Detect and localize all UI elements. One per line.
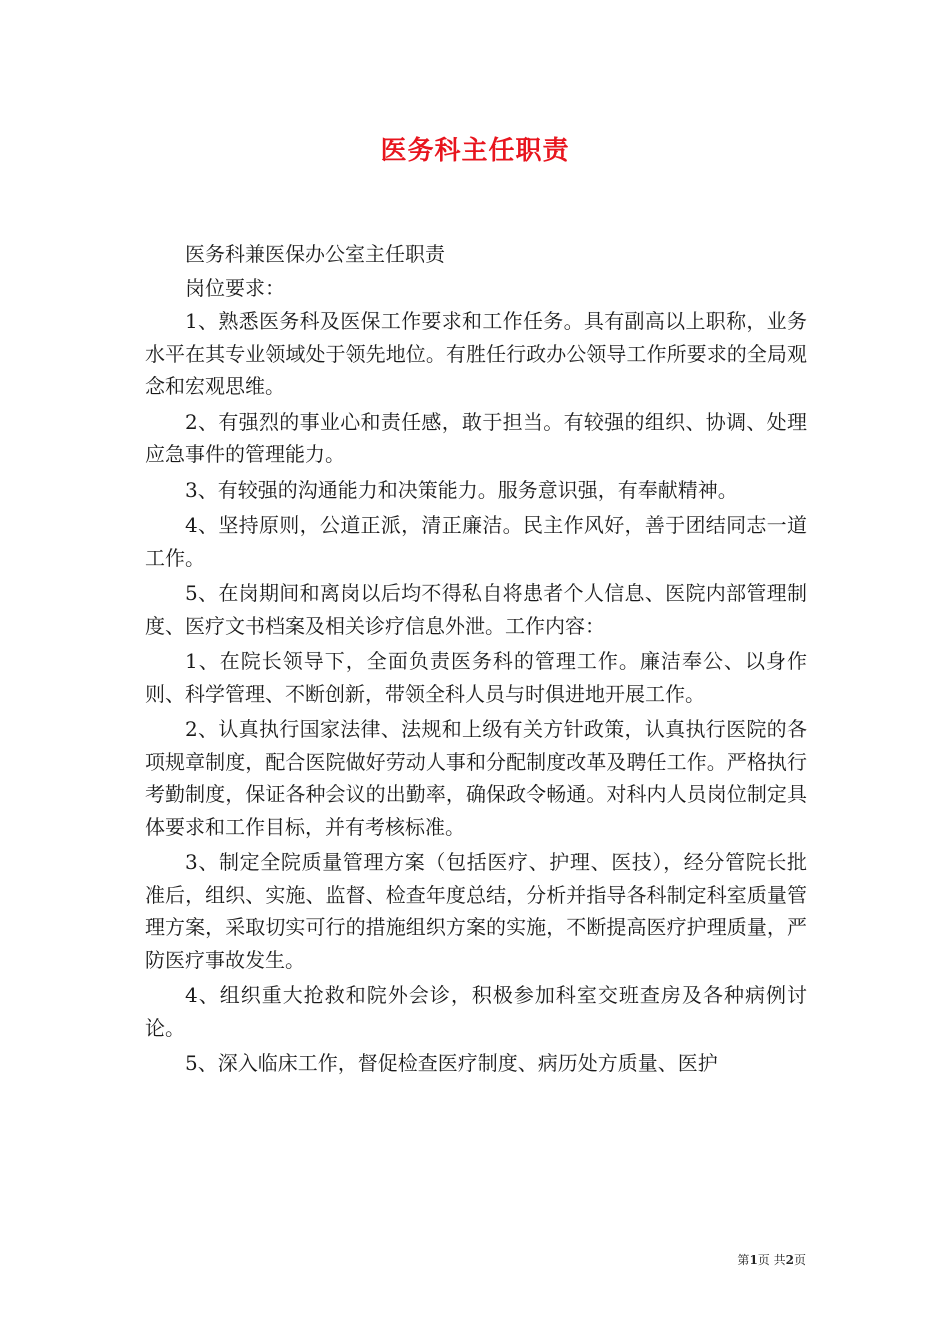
requirement-paragraph: 5、在岗期间和离岗以后均不得私自将患者个人信息、医院内部管理制度、医疗文书档案及相关诊疗信息外泄。工作内容：	[145, 581, 807, 638]
footer-middle: 页 共	[757, 1253, 786, 1267]
requirement-paragraph: 2、有强烈的事业心和责任感，敢于担当。有较强的组织、协调、处理应急事件的管理能力。	[145, 409, 807, 466]
duty-paragraph: 4、组织重大抢救和院外会诊，积极参加科室交班查房及各种病例讨论。	[145, 983, 807, 1040]
subtitle-paragraph: 医务科兼医保办公室主任职责	[185, 242, 445, 266]
requirement-paragraph: 3、有较强的沟通能力和决策能力。服务意识强，有奉献精神。	[185, 477, 738, 502]
duty-paragraph: 3、制定全院质量管理方案（包括医疗、护理、医技），经分管院长批准后，组织、实施、监督、检查年度总结，分析并指导各科制定科室质量管理方案，采取切实可行的措施组织方案的实施，不断提高医疗护理质量，严防医疗事故发生。	[145, 850, 807, 972]
page-number-footer	[737, 1251, 806, 1268]
document-title: 医务科主任职责	[380, 136, 570, 166]
total-page-number: 2	[785, 1253, 794, 1267]
duty-paragraph: 1、在院长领导下，全面负责医务科的管理工作。廉洁奉公、以身作则、科学管理、不断创新，带领全科人员与时俱进地开展工作。	[145, 649, 807, 706]
footer-prefix: 第	[737, 1253, 750, 1267]
requirement-paragraph: 1、熟悉医务科及医保工作要求和工作任务。具有副高以上职称，业务水平在其专业领域处于领先地位。有胜任行政办公领导工作所要求的全局观念和宏观思维。	[145, 309, 807, 398]
duty-paragraph: 5、深入临床工作，督促检查医疗制度、病历处方质量、医护	[185, 1051, 718, 1075]
duty-paragraph: 2、认真执行国家法律、法规和上级有关方针政策，认真执行医院的各项规章制度，配合医院做好劳动人事和分配制度改革及聘任工作。严格执行考勤制度，保证各种会议的出勤率，确保政令畅通。对科内人员岗位制定具体要求和工作目标，并有考核标准。	[145, 717, 807, 839]
current-page-number: 1	[749, 1253, 758, 1267]
requirement-paragraph: 4、坚持原则，公道正派，清正廉洁。民主作风好，善于团结同志一道工作。	[145, 513, 807, 570]
section-heading: 岗位要求：	[185, 275, 285, 300]
footer-suffix: 页	[793, 1253, 806, 1267]
document-body	[145, 238, 807, 1080]
